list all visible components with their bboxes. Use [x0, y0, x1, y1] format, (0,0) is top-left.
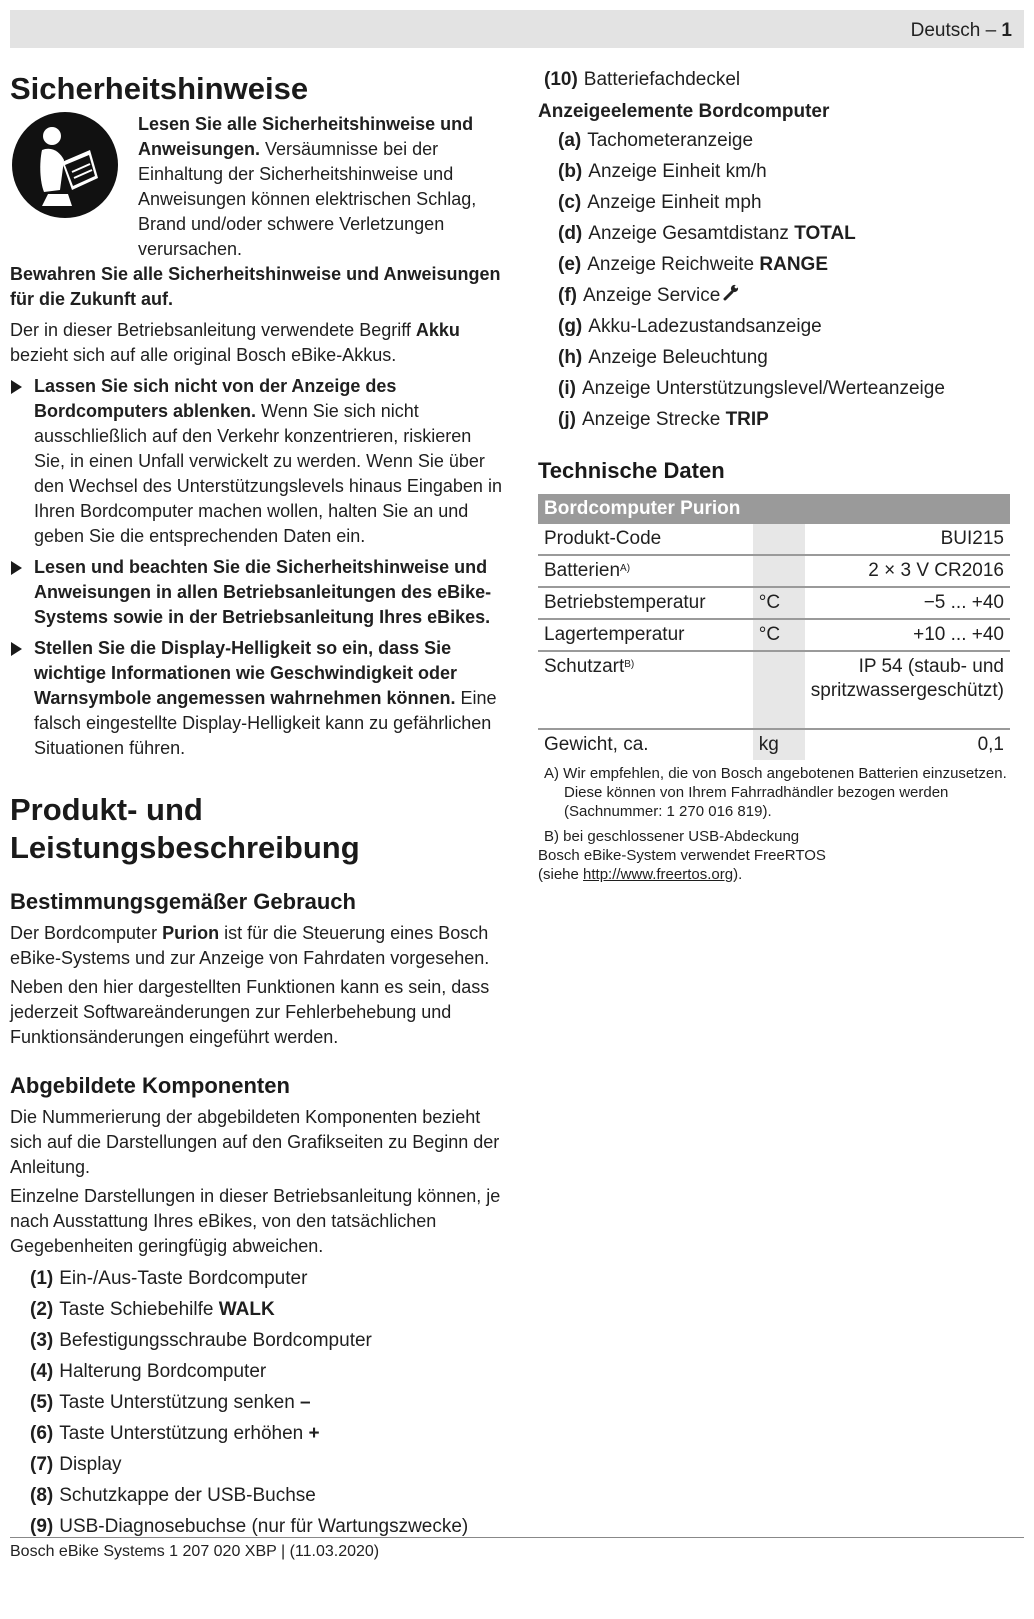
list-item: (d) Anzeige Gesamtdistanz TOTAL — [558, 223, 856, 244]
list-item: (2) Taste Schiebehilfe WALK — [30, 1298, 275, 1320]
list-item: (e) Anzeige Reichweite RANGE — [558, 254, 829, 275]
safety-title: Sicherheitshinweise — [10, 71, 309, 106]
safety-bullet: Lassen Sie sich nicht von der Anzeige des Bordcomputers ablenken. Wenn Sie sich nicht ausschließlich auf den Verkehr konzentrieren, riskieren Sie, in einen Unfall verwickelt zu werden. Wenn Sie über den Wechsel des Unterstützungslevels hinaus Eingaben in Ihren Bordcomputer machen wollen, halten Sie an und geben Sie die entsprechenden Daten ein. — [10, 374, 502, 549]
tech-data-title: Technische Daten — [538, 458, 725, 484]
keep-instructions: Bewahren Sie alle Sicherheitshinweise und Anweisungen für die Zukunft auf. — [10, 263, 501, 309]
list-item: (h) Anzeige Beleuchtung — [558, 347, 768, 369]
freertos-link-line: (siehe http://www.freertos.org). — [538, 866, 743, 884]
footnote-a: A) Wir empfehlen, die von Bosch angebotenen Batterien einzusetzen. Diese können von Ihrem Fahrradhändler bezogen werden (Sachnummer: 1 270 016 819). — [544, 765, 1007, 821]
intended-use-title: Bestimmungsgemäßer Gebrauch — [10, 889, 356, 915]
list-item: (5) Taste Unterstützung senken – — [30, 1391, 311, 1413]
footnote-b: B) bei geschlossener USB-Abdeckung — [544, 828, 800, 846]
list-item: (j) Anzeige Strecke TRIP — [558, 409, 769, 431]
components-list-continued — [538, 64, 1024, 95]
table-row: Gewicht, ca. kg 0,1 — [538, 729, 1010, 760]
page-footer: Bosch eBike Systems 1 207 020 XBP | (11.03.2020) — [10, 1543, 380, 1560]
right-column — [538, 64, 1024, 884]
list-item: (6) Taste Unterstützung erhöhen + — [30, 1422, 320, 1444]
page-label: Deutsch – 1 — [910, 20, 1012, 41]
akku-definition: Der in dieser Betriebsanleitung verwendete Begriff Akku bezieht sich auf alle original Bosch eBike-Akkus. — [10, 319, 460, 365]
table-row: Batterien$^{A)}$ 2 × 3 V CR2016 — [538, 555, 1010, 587]
footer-divider — [10, 1537, 1024, 1538]
wrench-icon — [722, 280, 740, 311]
list-item: (f) Anzeige Service — [558, 280, 1024, 311]
page-header — [10, 10, 1024, 48]
table-row: Lagertemperatur °C +10 ... +40 — [538, 619, 1010, 651]
freertos-note: Bosch eBike-System verwendet FreeRTOS — [538, 847, 826, 865]
bullet-triangle-icon — [11, 642, 22, 656]
software-changes-text: Neben den hier dargestellten Funktionen kann es sein, dass jederzeit Softwareänderungen zur Fehlerbehebung und Funktionsänderungen eingeführt werden. — [10, 977, 490, 1048]
components-numbering-text: Die Nummerierung der abgebildeten Komponenten bezieht sich auf die Darstellungen auf den Grafikseiten zu Beginn der Anleitung. — [10, 1106, 500, 1177]
list-item: (i) Anzeige Unterstützungslevel/Werteanzeige — [558, 378, 945, 400]
safety-bullet: Lesen und beachten Sie die Sicherheitshinweise und Anweisungen in allen Betriebsanleitungen des eBike-Systems sowie in der Betriebsanleitung Ihres eBikes. — [10, 555, 502, 630]
read-instructions-text: Lesen Sie alle Sicherheitshinweise und Anweisungen. Versäumnisse bei der Einhaltung der Sicherheitshinweise und Anweisungen können elektrischen Schlag, Brand und/oder schwere Verletzungen verursachen. — [138, 113, 477, 259]
list-item: (1) Ein-/Aus-Taste Bordcomputer — [30, 1267, 308, 1289]
product-title: Produkt- und Leistungsbeschreibung — [10, 791, 360, 865]
components-deviation-text: Einzelne Darstellungen in dieser Betriebsanleitung können, je nach Ausstattung Ihres eBikes, von den tatsächlichen Gegebenheiten geringfügig abweichen. — [10, 1185, 501, 1256]
components-title: Abgebildete Komponenten — [10, 1073, 290, 1099]
tech-data-table — [538, 494, 1010, 760]
list-item: (b) Anzeige Einheit km/h — [558, 161, 767, 182]
table-header: Bordcomputer Purion — [538, 494, 1010, 524]
left-column — [10, 58, 502, 1542]
intended-use-text: Der Bordcomputer Purion ist für die Steuerung eines Bosch eBike-Systems und zur Anzeige von Fahrdaten vorgesehen. — [10, 923, 490, 969]
list-item: (c) Anzeige Einheit mph — [558, 192, 762, 213]
list-item: (8) Schutzkappe der USB-Buchse — [30, 1484, 316, 1506]
safety-bullet: Stellen Sie die Display-Helligkeit so ein, dass Sie wichtige Informationen wie Geschwindigkeit oder Warnsymbole angemessen wahrnehmen können. Eine falsch eingestellte Display-Helligkeit kann zu gefährlichen Situationen führen. — [10, 636, 502, 761]
list-item: (3) Befestigungsschraube Bordcomputer — [30, 1329, 372, 1351]
table-row: Produkt-Code BUI215 — [538, 524, 1010, 555]
freertos-link[interactable]: http://www.freertos.org — [583, 866, 734, 884]
list-item: (10) Batteriefachdeckel — [544, 69, 741, 90]
list-item: (7) Display — [30, 1453, 122, 1475]
display-elements-title: Anzeigeelemente Bordcomputer — [538, 101, 830, 122]
list-item: (9) USB-Diagnosebuchse (nur für Wartungszwecke) — [30, 1515, 469, 1537]
table-row: Betriebstemperatur °C −5 ... +40 — [538, 587, 1010, 619]
list-item: (g) Akku-Ladezustandsanzeige — [558, 316, 822, 338]
list-item: (a) Tachometeranzeige — [558, 130, 754, 151]
list-item: (4) Halterung Bordcomputer — [30, 1360, 267, 1382]
footnotes — [538, 764, 1024, 884]
components-list — [10, 1263, 502, 1542]
read-instructions-block — [10, 112, 502, 262]
display-elements-list — [538, 125, 1024, 435]
bullet-triangle-icon — [11, 561, 22, 575]
read-manual-icon — [12, 112, 118, 218]
bullet-triangle-icon — [11, 380, 22, 394]
table-row: Schutzart$^{B)}$ IP 54 (staub- und spritzwassergeschützt) — [538, 651, 1010, 729]
